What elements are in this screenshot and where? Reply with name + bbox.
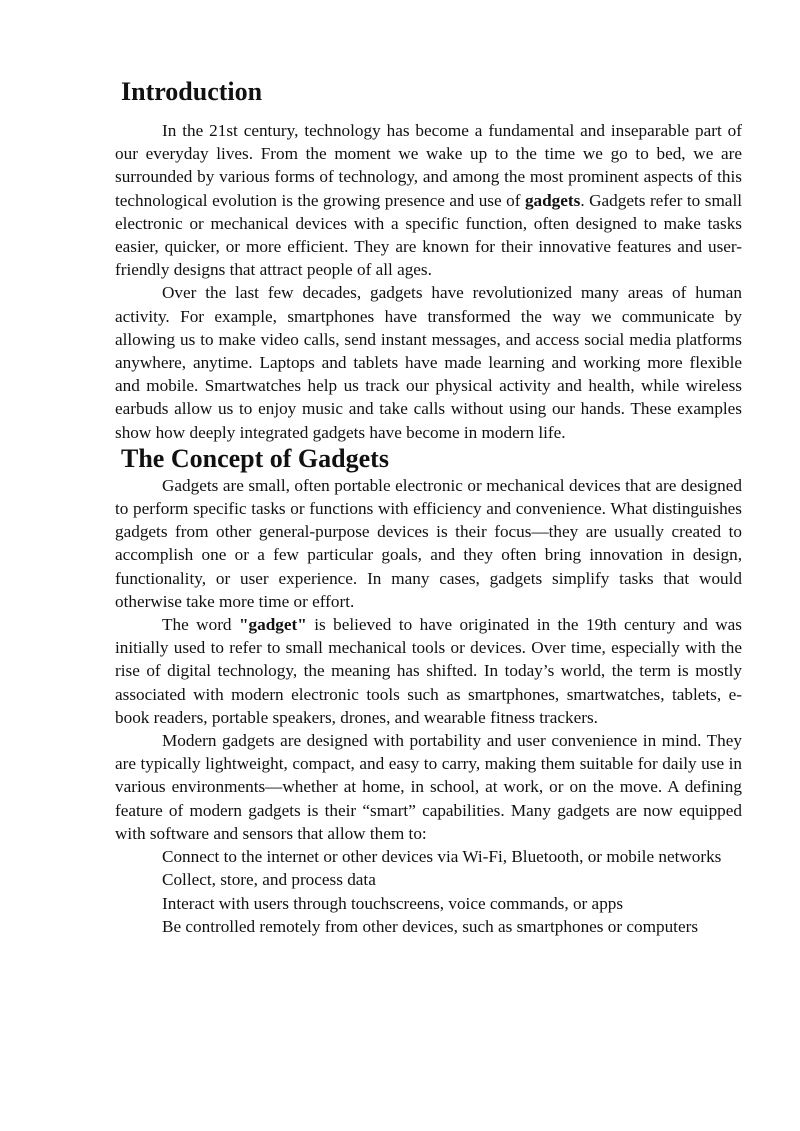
document-page xyxy=(115,74,742,938)
bold-term-gadget: "gadget" xyxy=(238,615,307,635)
list-item: Connect to the internet or other devices via Wi-Fi, Bluetooth, or mobile networks xyxy=(162,847,722,867)
list-item: Collect, store, and process data xyxy=(162,870,376,890)
concept-paragraph-3: Modern gadgets are designed with portability and user convenience in mind. They are typically lightweight, compact, and easy to carry, making them suitable for daily use in various environments—whether at home, in school, at work, or on the move. A defining feature of modern gadgets is their “smart” capabilities. Many gadgets are now equipped with software and sensors that allow them to: xyxy=(115,731,742,843)
section-heading-introduction: Introduction xyxy=(121,77,263,106)
intro-paragraph-1-text-start: In the 21st century, technology has become a fundamental and inseparable part of our everyday lives. From the moment we wake up to the time we go to bed, we are surrounded by various forms of technology, and among the most prominent aspects of this technological evolution is the growing presence and use of xyxy=(115,121,742,210)
intro-paragraph-1 xyxy=(115,119,742,281)
intro-paragraph-2: Over the last few decades, gadgets have revolutionized many areas of human activity. For example, smartphones have transformed the way we communicate by allowing us to make video calls, send instant messages, and access social media platforms anywhere, anytime. Laptops and tablets have made learning and working more flexible and mobile. Smartwatches help us track our physical activity and health, while wireless earbuds allow us to enjoy music and take calls without using our hands. These examples show how deeply integrated gadgets have become in modern life. xyxy=(115,283,742,442)
concept-paragraph-2-text-end: is believed to have originated in the 19th century and was initially used to refer to small mechanical tools or devices. Over time, especially with the rise of digital technology, the meaning has shifted. In today’s world, the term is mostly associated with modern electronic tools such as smartphones, smartwatches, tablets, e-book readers, portable speakers, drones, and wearable fitness trackers. xyxy=(115,615,742,727)
concept-paragraph-2 xyxy=(115,613,742,729)
bold-term-gadgets: gadgets xyxy=(524,190,581,210)
concept-paragraph-2-text-start: The word xyxy=(162,615,239,635)
section-heading-concept: The Concept of Gadgets xyxy=(121,443,389,473)
concept-paragraph-1: Gadgets are small, often portable electronic or mechanical devices that are designed to perform specific tasks or functions with efficiency and convenience. What distinguishes gadgets from other general-purpose devices is their focus—they are usually created to accomplish one or a few particular goals, and they often bring innovation in design, functionality, or user experience. In many cases, gadgets simplify tasks that would otherwise take more time or effort. xyxy=(115,475,742,611)
list-item: Interact with users through touchscreens, voice commands, or apps xyxy=(162,893,624,913)
list-item: Be controlled remotely from other devices, such as smartphones or computers xyxy=(162,916,699,936)
intro-paragraph-1-text-end: . Gadgets refer to small electronic or mechanical devices with a specific function, often designed to make tasks easier, quicker, or more efficient. They are known for their innovative features and user-friendly designs that attract people of all ages. xyxy=(115,190,742,280)
